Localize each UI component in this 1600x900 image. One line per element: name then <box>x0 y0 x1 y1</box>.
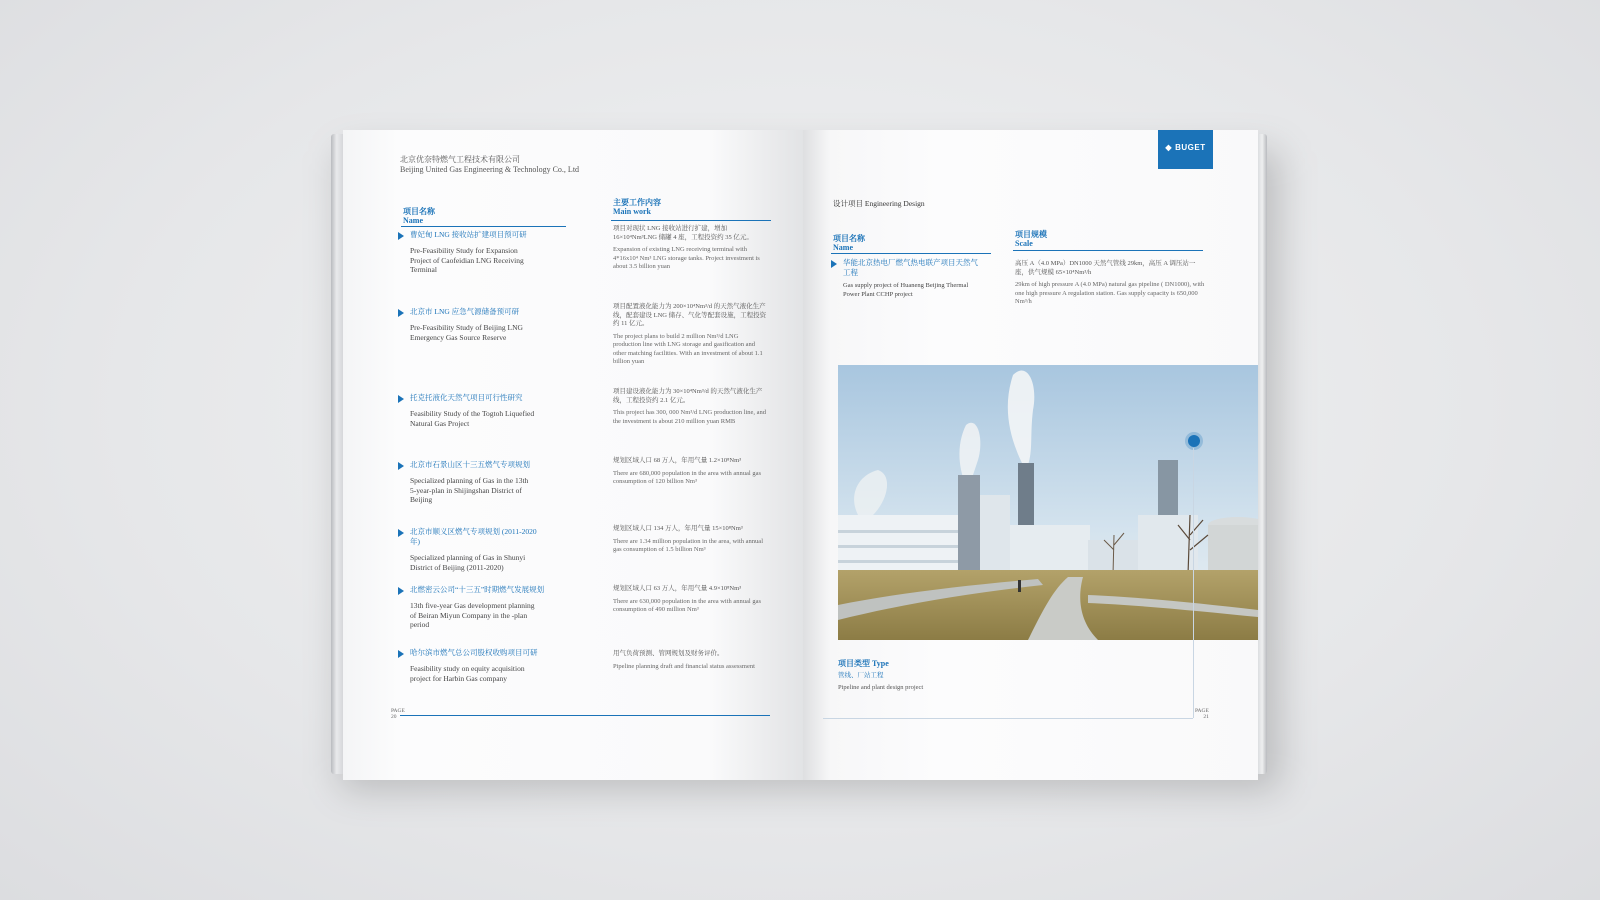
triangle-bullet-icon <box>398 650 404 658</box>
project-name-zh: 北燃密云公司“十三五”时期燃气发展规划 <box>410 585 545 594</box>
power-plant-photo <box>838 365 1258 640</box>
right-page <box>803 130 1258 780</box>
column-header-work <box>613 198 661 216</box>
page-number-right <box>1195 708 1209 720</box>
project-scale-en: 29km of high pressure A (4.0 MPa) natural gas pipeline ( DN1000), with one high pressure A regulation station. Gas supply capacity is 650,000 Nm³/h <box>1015 281 1205 305</box>
column-header-name <box>403 207 435 225</box>
project-name-zh: 哈尔滨市燃气总公司股权收购项目可研 <box>410 648 538 657</box>
project-desc-en: Pipeline planning draft and financial status assessment <box>613 662 755 670</box>
project-desc-en: There are 1.34 million population in the area, with annual gas consumption of 1.5 billion Nm³ <box>613 537 763 553</box>
project-desc-en: The project plans to build 2 million Nm³/d LNG production line with LNG storage and gasification and other matching facilities. With an investment of about 1.1 billion yuan <box>613 332 763 365</box>
project-desc-en: Expansion of existing LNG receiving terminal with 4*16x10⁴ Nm³ LNG storage tanks. Project investment is about 3.5 billion yuan <box>613 246 760 270</box>
column-rule <box>831 253 991 254</box>
location-marker-icon <box>1188 435 1200 447</box>
page-label: PAGE <box>1195 708 1209 714</box>
project-item <box>398 393 548 428</box>
project-name-zh: 华能北京热电厂燃气热电联产项目天然气工程 <box>843 258 978 277</box>
column-rule <box>401 226 566 227</box>
project-item <box>398 527 548 572</box>
company-name-en: Beijing United Gas Engineering & Technology Co., Ltd <box>400 165 580 174</box>
project-name-en: Feasibility study on equity acquisition project for Harbin Gas company <box>410 664 525 683</box>
page-number: 21 <box>1203 714 1209 720</box>
project-name-en: Specialized planning of Gas in the 13th 5-year-plan in Shijingshan District of Beijing <box>410 476 529 504</box>
column-header-scale-zh: 项目规模 <box>1015 230 1047 239</box>
project-desc <box>613 650 768 671</box>
project-desc-zh: 规划区域人口 134 万人，年用气量 15×10⁸Nm³ <box>613 525 743 532</box>
column-header-name-en: Name <box>833 243 853 252</box>
project-item <box>398 585 548 630</box>
project-name-zh: 北京市顺义区燃气专项规划 (2011-2020 年) <box>410 527 537 546</box>
project-name-en: Feasibility Study of the Togtoh Liquefied Natural Gas Project <box>410 409 535 428</box>
type-en: Pipeline and plant design project <box>838 684 924 691</box>
project-scale <box>1015 260 1205 307</box>
column-header-name-zh: 项目名称 <box>403 207 435 216</box>
page-label: PAGE <box>391 708 405 714</box>
flame-logo-icon: ◆ <box>1165 142 1173 152</box>
project-scale-zh: 高压 A（4.0 MPa）DN1000 天然气管线 29km，高压 A 调压站一座，供气规模 65×10⁴Nm³/h <box>1015 260 1196 276</box>
project-desc-zh: 项目配置液化能力为 200×10⁴Nm³/d 的天然气液化生产线，配套建设 LNG 储存、气化等配套设施，工程投资约 11 亿元。 <box>613 303 767 327</box>
project-name-zh: 托克托液化天然气项目可行性研究 <box>410 393 523 402</box>
project-item <box>831 258 981 299</box>
project-name-en: Specialized planning of Gas in Shunyi District of Beijing (2011-2020) <box>410 553 526 572</box>
type-zh: 管线、厂站工程 <box>838 672 884 679</box>
project-name-en: Pre-Feasibility Study of Beijing LNG Emergency Gas Source Reserve <box>410 323 523 342</box>
project-name-en: Gas supply project of Huaneng Beijing Thermal Power Plant CCHP project <box>843 282 969 298</box>
project-item <box>398 307 548 342</box>
project-desc <box>613 525 768 555</box>
project-name-en: Pre-Feasibility Study for Expansion Project of Caofeidian LNG Receiving Terminal <box>410 246 524 274</box>
bottom-rule <box>400 715 770 716</box>
left-page <box>343 130 803 780</box>
project-name-zh: 北京市石景山区十三五燃气专项规划 <box>410 460 530 469</box>
project-desc-en: There are 630,000 population in the area with annual gas consumption of 490 million Nm³ <box>613 597 762 613</box>
column-header-name <box>833 234 865 252</box>
triangle-bullet-icon <box>398 309 404 317</box>
project-name-zh: 曹妃甸 LNG 接收站扩建项目预可研 <box>410 230 527 239</box>
connector-line <box>823 718 1193 719</box>
project-desc <box>613 225 768 272</box>
column-header-name-zh: 项目名称 <box>833 234 865 243</box>
project-desc-zh: 规划区域人口 68 万人，年用气量 1.2×10⁸Nm³ <box>613 457 742 464</box>
project-name-zh: 北京市 LNG 应急气源储备预可研 <box>410 307 520 316</box>
column-header-work-zh: 主要工作内容 <box>613 198 661 207</box>
column-header-scale <box>1015 230 1047 248</box>
triangle-bullet-icon <box>398 232 404 240</box>
project-desc-zh: 规划区域人口 63 万人，年用气量 4.9×10⁸Nm³ <box>613 585 742 592</box>
section-title: 设计项目 Engineering Design <box>833 199 925 208</box>
column-rule <box>611 220 771 221</box>
triangle-bullet-icon <box>398 529 404 537</box>
project-item <box>398 648 548 683</box>
project-desc-zh: 项目对现状 LNG 接收站进行扩建，增加 16×10⁴Nm³LNG 储罐 4 座，工程投资约 35 亿元。 <box>613 225 753 241</box>
page-number: 20 <box>391 714 397 720</box>
logo-text: BUGET <box>1175 142 1206 152</box>
triangle-bullet-icon <box>831 260 837 268</box>
column-header-work-en: Main work <box>613 207 651 216</box>
project-item <box>398 230 548 275</box>
company-name-zh: 北京优奈特燃气工程技术有限公司 <box>400 155 520 164</box>
project-desc-en: This project has 300, 000 Nm³/d LNG production line, and the investment is about 210 million yuan RMB <box>613 409 767 425</box>
project-desc <box>613 457 768 487</box>
column-rule <box>1013 250 1203 251</box>
project-item <box>398 460 548 505</box>
column-header-scale-en: Scale <box>1015 239 1033 248</box>
project-desc <box>613 388 768 426</box>
triangle-bullet-icon <box>398 587 404 595</box>
project-name-en: 13th five-year Gas development planning of Beiran Miyun Company in the -plan period <box>410 601 535 629</box>
project-desc <box>613 303 768 367</box>
project-desc-zh: 用气负荷预测、管网规划及财务评价。 <box>613 650 724 657</box>
connector-line <box>1193 448 1194 718</box>
type-title: 项目类型 Type <box>838 659 889 668</box>
project-desc-en: There are 680,000 population in the area with annual gas consumption of 120 billion Nm³ <box>613 469 762 485</box>
triangle-bullet-icon <box>398 395 404 403</box>
triangle-bullet-icon <box>398 462 404 470</box>
company-name <box>400 155 579 175</box>
buget-logo <box>1158 130 1213 169</box>
column-header-name-en: Name <box>403 216 423 225</box>
project-desc-zh: 项目建设液化能力为 30×10⁴Nm³/d 的天然气液化生产线，工程投资约 2.1 亿元。 <box>613 388 763 404</box>
project-desc <box>613 585 768 615</box>
page-number-left <box>391 708 405 720</box>
